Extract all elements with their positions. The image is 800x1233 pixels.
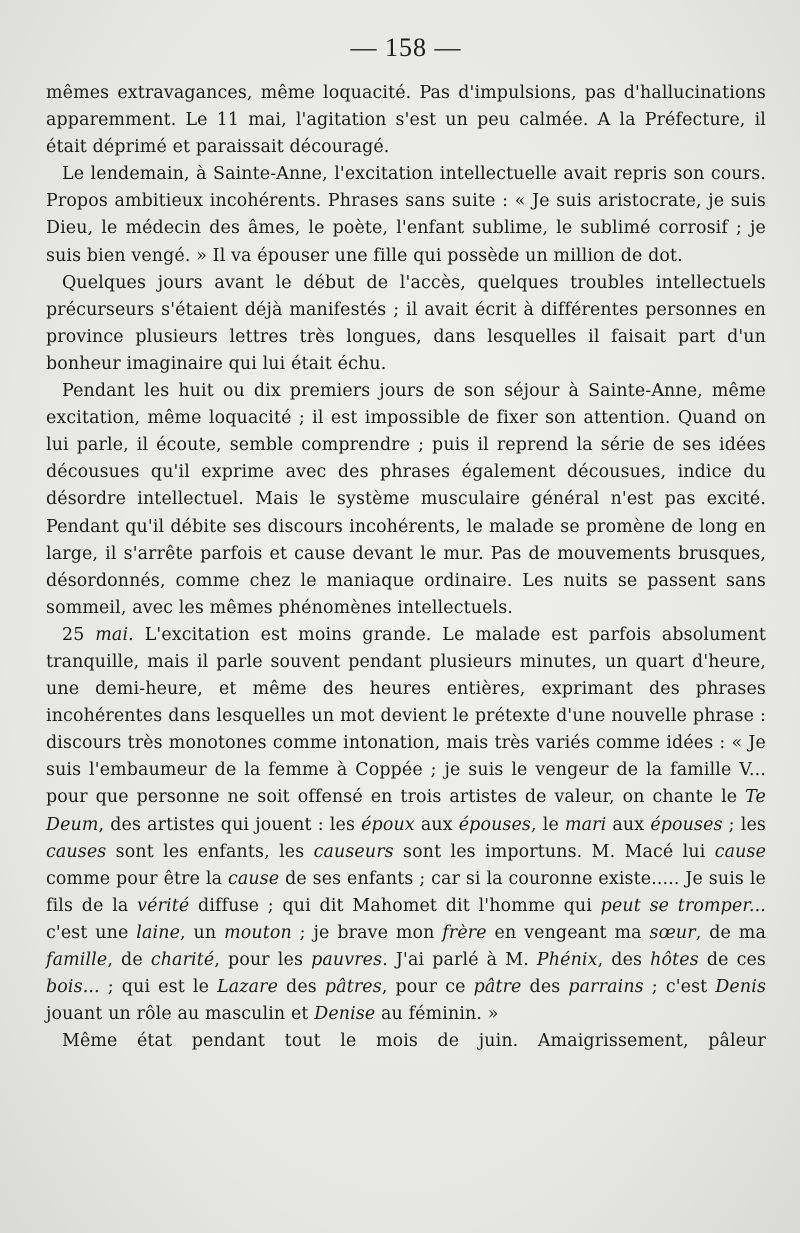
text-run: mêmes extravagances, même loquacité. Pas d'impulsions, pas d'hallucinations apparemment. Le 11 mai, l'agitation s'est un peu calmée. A la Préfecture, il était déprimé et paraissait découragé.	[46, 83, 766, 158]
italic-text: pâtres	[324, 977, 382, 998]
italic-text: mouton	[224, 922, 292, 943]
text-run: en vengeant ma	[486, 922, 650, 943]
italic-text: laine	[136, 922, 181, 943]
text-run: , de	[107, 950, 151, 970]
italic-text: peut se tromper...	[600, 895, 766, 916]
italic-text: mari	[565, 814, 607, 835]
text-run: aux	[414, 814, 459, 835]
italic-text: épouses	[650, 814, 723, 835]
text-run: sont les importuns. M. Macé lui	[393, 841, 715, 862]
text-run: Le lendemain, à Sainte-Anne, l'excitation intellectuelle avait repris son cours. Propos ambitieux incohérents. Phrases sans suite : « Je suis aristocrate, je suis Dieu, le médecin des âmes, le poète, l'enfant sublime, le sublimé corrosif ; je suis bien vengé. » Il va épouser une fille qui possède un million de dot.	[46, 164, 766, 266]
text-run: des	[278, 977, 325, 998]
italic-text: époux	[361, 814, 415, 835]
text-run: Quelques jours avant le début de l'accès, quelques troubles intellectuels précurseurs s'étaient déjà manifestés ; il avait écrit à différentes personnes en province plusieurs lettres très longues, dans lesquelles il faisait part d'un bonheur imaginaire qui lui était échu.	[46, 272, 766, 374]
text-run: ; qui est le	[99, 977, 218, 998]
italic-text: charité	[150, 950, 215, 970]
italic-text: cause	[227, 868, 280, 889]
text-run: de ses enfants ; car si la couronne existe..... Je suis le fils de la	[46, 868, 766, 916]
italic-text: cause	[714, 841, 767, 862]
italic-text: causes	[46, 841, 107, 862]
text-run: sont les enfants, les	[106, 841, 314, 862]
italic-text: pâtre	[473, 977, 522, 998]
text-run: , des artistes qui jouent : les	[98, 814, 362, 835]
text-run: , un	[180, 922, 225, 943]
italic-text: mai.	[95, 624, 134, 645]
text-run: . J'ai parlé à M.	[382, 950, 537, 970]
text-run: , le	[531, 814, 565, 835]
italic-text: famille	[46, 950, 108, 970]
text-run: , pour ce	[381, 977, 474, 998]
italic-text: pauvres	[311, 950, 383, 970]
text-run: ; je brave mon	[291, 922, 443, 943]
italic-text: Denise	[314, 1004, 376, 1025]
text-run: Même état pendant tout le mois de juin. Amaigrissement, pâleur	[62, 1031, 766, 1052]
italic-text: vérité	[137, 895, 190, 916]
text-run: , de ma	[695, 922, 766, 943]
text-run: ; c'est	[643, 977, 716, 998]
body-text	[46, 80, 766, 1055]
italic-text: Lazare	[217, 977, 279, 998]
page-number: — 158 —	[350, 33, 462, 62]
text-run: diffuse ; qui dit Mahomet dit l'homme qui	[189, 895, 601, 916]
italic-text: épouses	[458, 814, 532, 835]
text-run: comme pour être la	[46, 868, 228, 889]
text-run: , des	[597, 950, 651, 970]
text-run: c'est une	[46, 922, 137, 943]
paragraph	[46, 80, 766, 161]
paragraph	[46, 378, 766, 622]
text-run: L'excitation est moins grande. Le malade est parfois absolument tranquille, mais il parle souvent pendant plusieurs minutes, un quart d'heure, une demi-heure, et même des heures entières, exprimant des phrases incohérentes dans lesquelles un mot devient le prétexte d'une nouvelle phrase : discours très monotones comme intonation, mais très variés comme idées : « Je suis l'embaumeur de la femme à Coppée ; je suis le vengeur de la famille V... pour que personne ne soit offensé en trois artistes de valeur, on chante le	[46, 624, 767, 808]
text-run: 25	[62, 624, 96, 645]
paragraph	[46, 622, 766, 1028]
italic-text: bois...	[46, 977, 100, 998]
text-run: ; les	[722, 814, 766, 835]
text-run: Pendant les huit ou dix premiers jours de son séjour à Sainte-Anne, même excitation, même loquacité ; il est impossible de fixer son attention. Quand on lui parle, il écoute, semble comprendre ; puis il reprend la série de ses idées décousues qu'il exprime avec des phrases également décousues, indice du désordre intellectuel. Mais le système musculaire général n'est pas excité. Pendant qu'il débite ses discours incohérents, le malade se promène de long en large, il s'arrête parfois et cause devant le mur. Pas de mouvements brusques, désordonnés, comme chez le maniaque ordinaire. Les nuits se passent sans sommeil, avec les mêmes phénomènes intellectuels.	[46, 381, 766, 618]
italic-text: parrains	[568, 977, 644, 998]
italic-text: Denis	[715, 977, 767, 998]
paragraph	[46, 270, 766, 378]
italic-text: hôtes	[650, 950, 699, 970]
text-run: jouant un rôle au masculin et	[46, 1004, 315, 1025]
text-run: au féminin. »	[375, 1004, 499, 1025]
paragraph	[46, 161, 766, 269]
italic-text: sœur	[649, 922, 696, 943]
italic-text: Te Deum	[46, 787, 766, 835]
text-run: aux	[606, 814, 651, 835]
text-run: , pour les	[214, 950, 312, 970]
italic-text: causeurs	[313, 841, 394, 862]
italic-text: Phénix	[536, 950, 598, 970]
italic-text: frère	[442, 922, 487, 943]
text-run: de ces	[698, 950, 767, 970]
text-run: des	[521, 977, 569, 998]
paragraph	[46, 1028, 766, 1055]
